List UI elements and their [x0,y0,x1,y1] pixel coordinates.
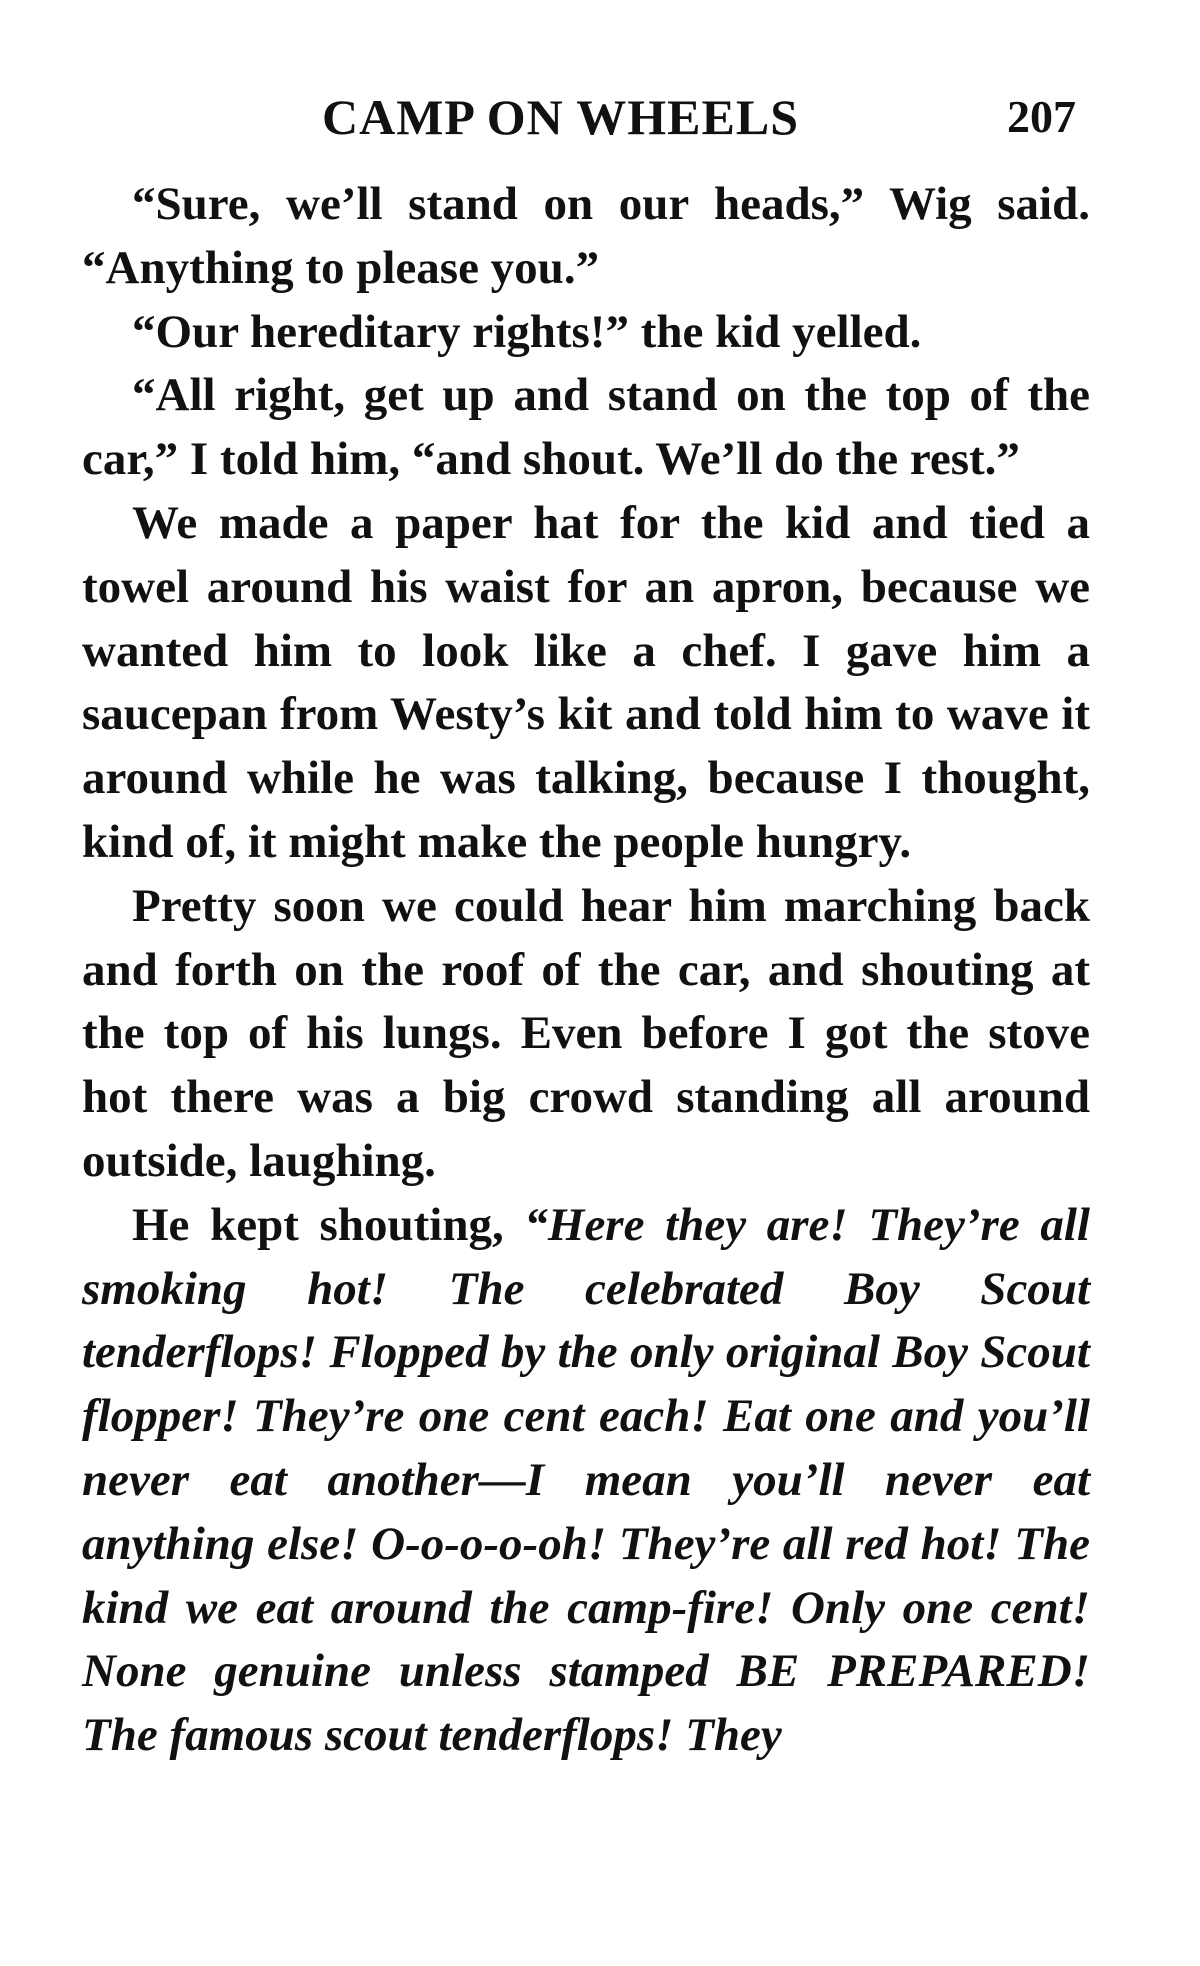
page-header [0,88,1200,148]
paragraph-shouting [82,1194,1090,1768]
shouted-text: “Here they are! They’re all smoking hot! The celebrated Boy Scout tenderflops! Flopped by the only original Boy Scout flopper! They’re one cent each! Eat one and you’ll never eat another—I mean you’ll never eat anything else! O-o-o-o-oh! They’re all red hot! The kind we eat around the camp-fire! Only one cent! None genuine unless stamped BE PREPARED! The famous scout tenderflops! They [82,1198,1090,1762]
paragraph: “Sure, we’ll stand on our heads,” Wig said. “Anything to please you.” [82,178,1090,294]
body-text [82,173,1090,1768]
paragraph: “All right, get up and stand on the top of the car,” I told him, “and shout. We’ll do the rest.” [82,369,1090,486]
paragraph: “Our hereditary rights!” the kid yelled. [132,305,922,358]
paragraph: Pretty soon we could hear him marching back and forth on the roof of the car, and shouting at the top of his lungs. Even before I got the stove hot there was a big crowd standing all around outside, laughing. [82,879,1090,1187]
running-title: CAMP ON WHEELS [322,89,800,145]
paragraph: We made a paper hat for the kid and tied a towel around his waist for an apron, because we wanted him to look like a chef. I gave him a saucepan from Westy’s kit and told him to wave it around while he was talking, because I thought, kind of, it might make the people hungry. [82,496,1090,868]
page-number: 207 [1007,91,1076,142]
paragraph-lead: He kept shouting, [132,1198,525,1251]
